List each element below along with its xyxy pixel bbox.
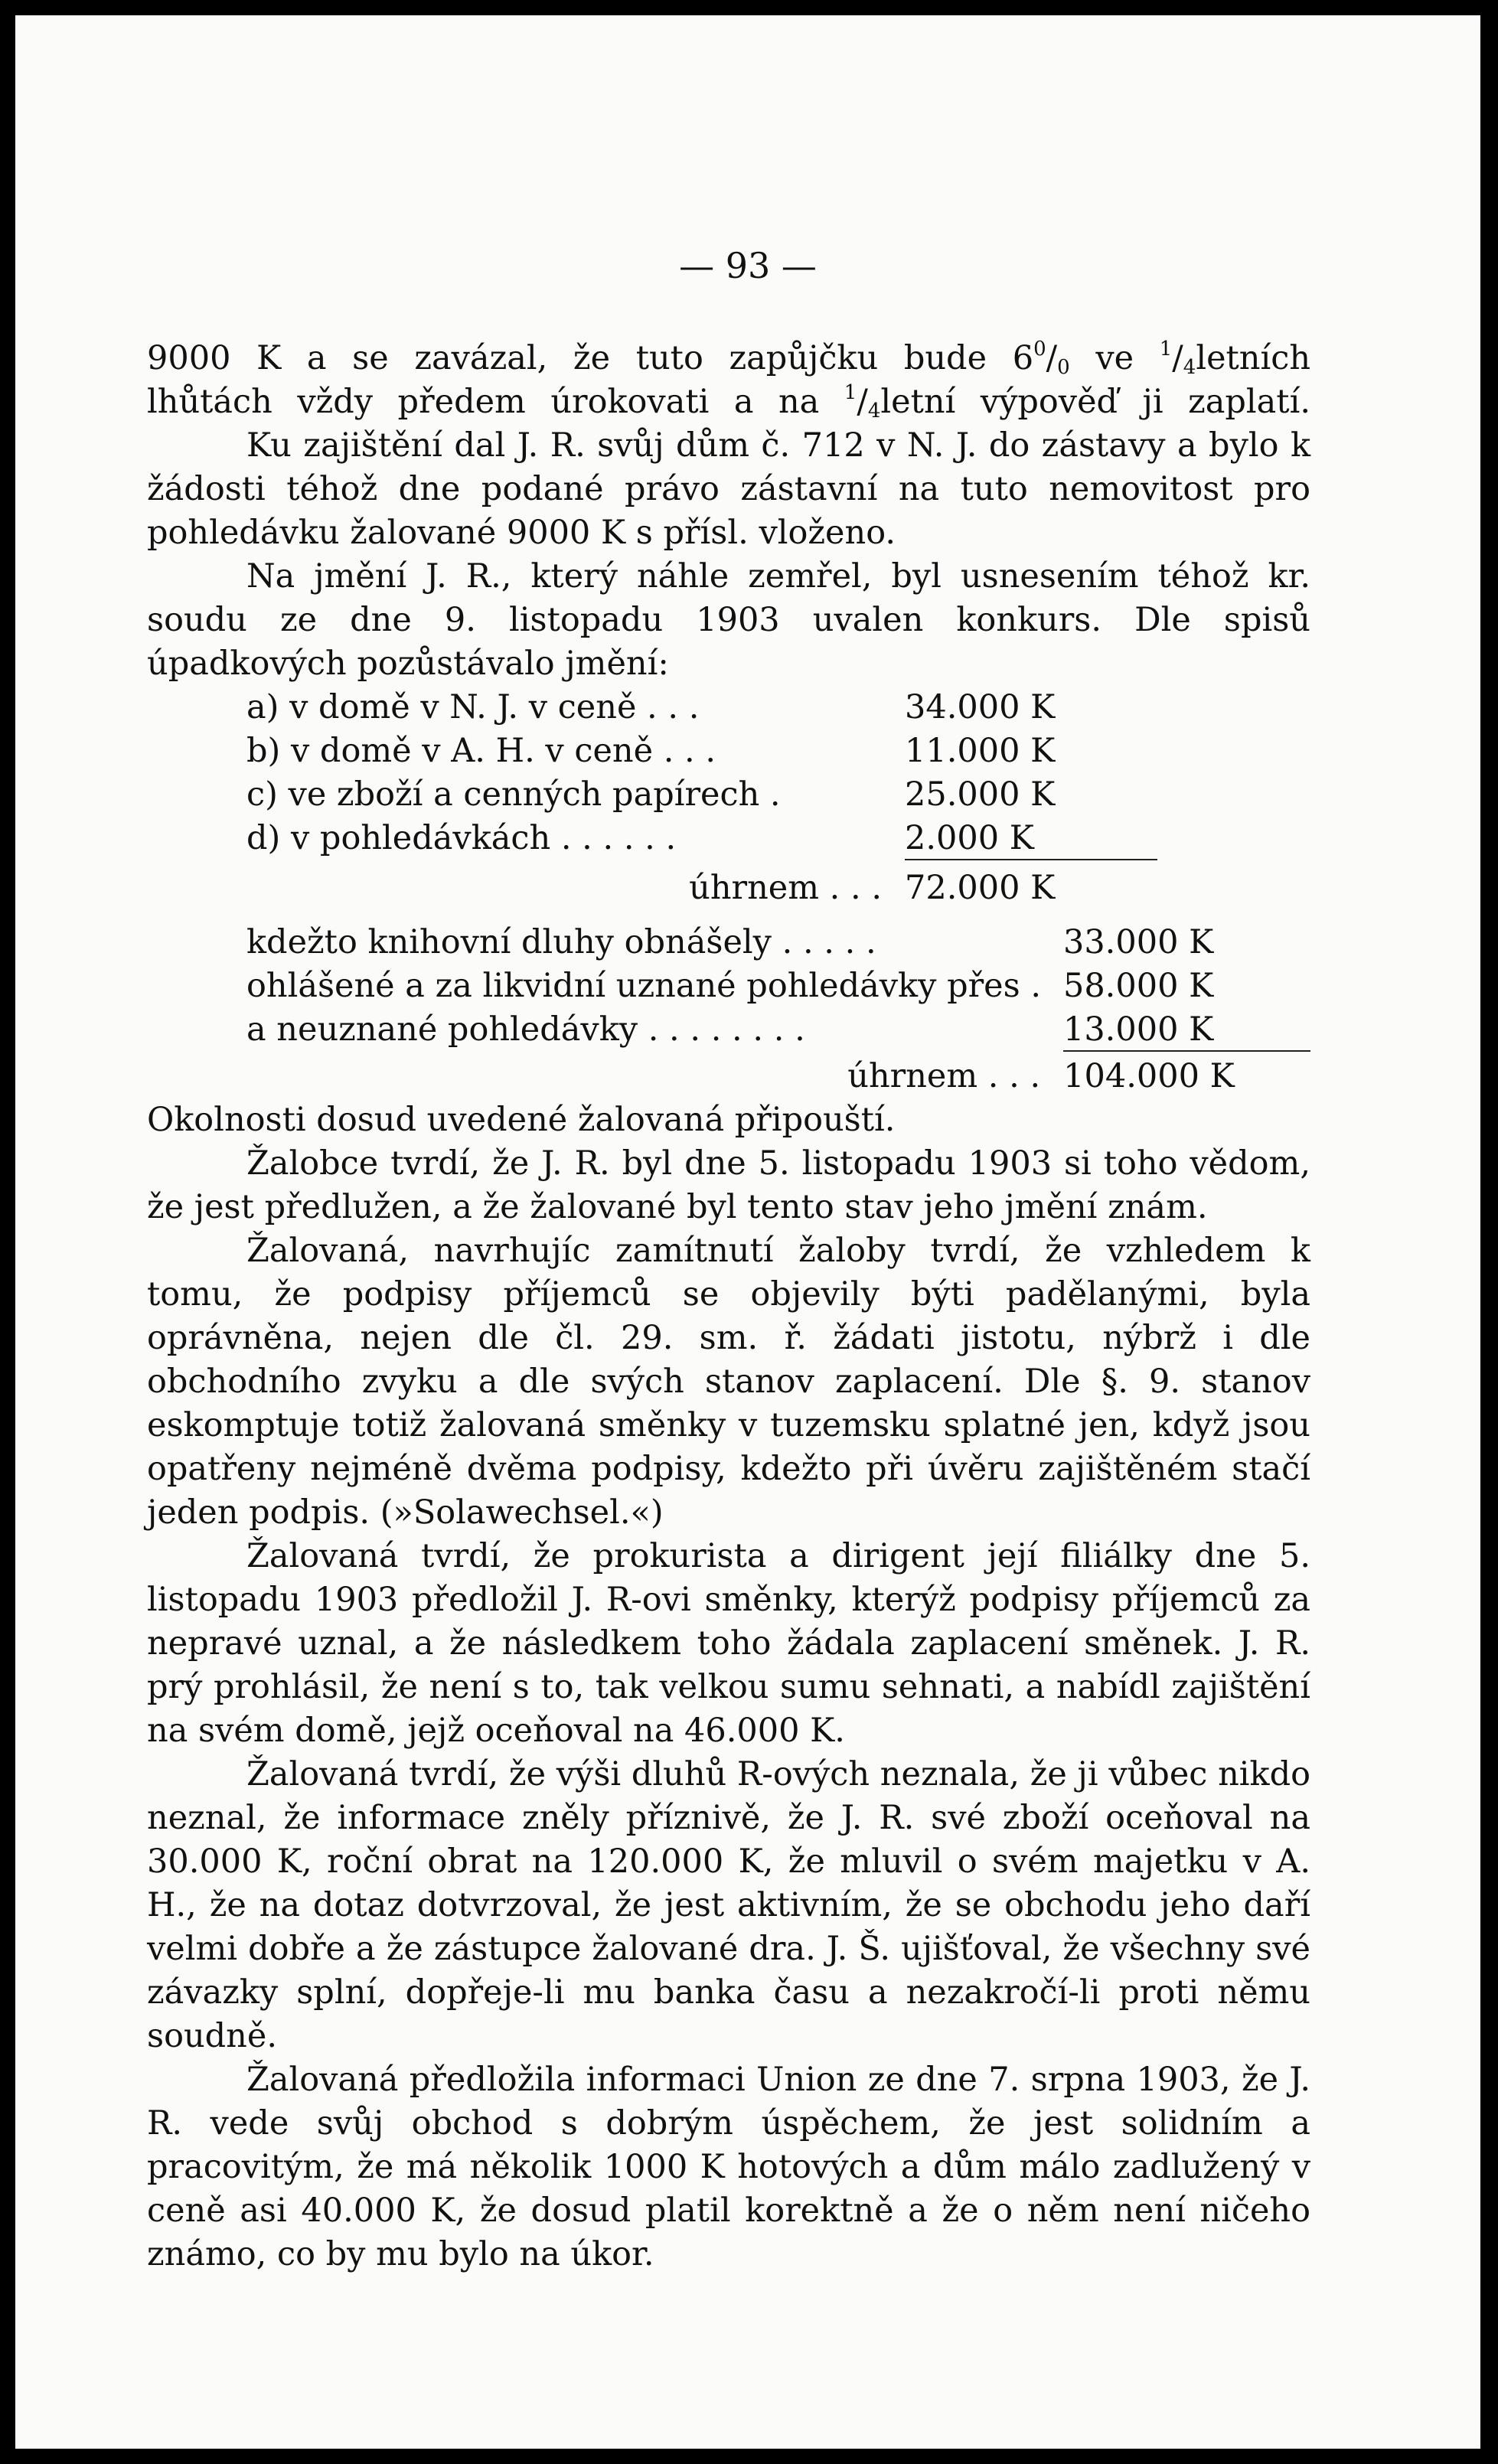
asset-row: d) v pohledávkách . . . . . . 2.000 K (246, 817, 1310, 860)
percent-sign: $^0/_0$ (1033, 338, 1070, 379)
book-page (15, 15, 1480, 2449)
paragraph-admitted: Okolnosti dosud uvedené žalovaná připouští. (147, 1101, 896, 1139)
paragraph-defendant-3: Žalovaná tvrdí, že výši dluhů R-ových neznala, že ji vůbec nikdo neznal, že informace zněly příznivě, že J. R. své zboží oceňoval na 30.000 K, roční obrat na 120.000 K, že mluvil o svém majetku v A. H., že na dotaz dotvrzoval, že jest aktivním, že se obchodu jeho daří velmi dobře a že zástupce žalované dra. J. Š. ujišťoval, že všechny své závazky splní, dopřeje-li mu banka času a nezakročí-li proti němu soudně. (147, 1755, 1310, 2055)
debt-row: kdežto knihovní dluhy obnášely . . . . . 33.000 K (246, 923, 1214, 961)
intro-line-1: 9000 K a se zavázal, že tuto zapůjčku bude $6^0/_0$ ve $^1/_4letních$ (147, 338, 1311, 379)
page-body (147, 337, 1310, 2276)
debt-row: a neuznané pohledávky . . . . . . . . 13.000 K (246, 1008, 1310, 1052)
paragraph-security: Ku zajištění dal J. R. svůj dům č. 712 v N. J. do zástavy a bylo k žádosti téhož dne podané právo zástavní na tuto nemovitost pro pohledávku žalované 9000 K s přísl. vloženo. (147, 426, 1310, 552)
paragraph-plaintiff: Žalobce tvrdí, že J. R. byl dne 5. listopadu 1903 si toho vědom, že jest předlužen, a že žalované byl tento stav jeho jmění znám. (147, 1144, 1310, 1226)
asset-row: a) v domě v N. J. v ceně . . . 34.000 K (246, 688, 1056, 726)
debts-table (246, 921, 1310, 1098)
asset-row: b) v domě v A. H. v ceně . . . 11.000 K (246, 732, 1056, 770)
paragraph-estate: Na jmění J. R., který náhle zemřel, byl usnesením téhož kr. soudu ze dne 9. listopadu 1903 uvalen konkurs. Dle spisů úpadkových pozůstávalo jmění: (147, 557, 1310, 683)
assets-table (246, 686, 1310, 910)
page-number: — 93 — (679, 245, 817, 286)
paragraph-defendant-4: Žalovaná předložila informaci Union ze dne 7. srpna 1903, že J. R. vede svůj obchod s dobrým úspěchem, že jest solidním a pracovitým, že má několik 1000 K hotových a dům málo zadlužený v ceně asi 40.000 K, že dosud platil korektně a že o něm není ničeho známo, co by mu bylo na úkor. (147, 2061, 1310, 2273)
assets-total-row: úhrnem . . . 72.000 K (689, 869, 1056, 907)
asset-row: c) ve zboží a cenných papírech . 25.000 K (246, 775, 1056, 814)
debt-row: ohlášené a za likvidní uznané pohledávky přes . 58.000 K (246, 967, 1214, 1005)
quarter-fraction: $^1/_4$ (1159, 338, 1196, 379)
intro-line-2: lhůtách vždy předem úrokovati a na $^1/_4letní$ výpověď ji zaplatí. (147, 381, 1310, 423)
quarter-fraction: $^1/_4$ (844, 381, 881, 423)
debts-total-row: úhrnem . . . 104.000 K (847, 1057, 1235, 1095)
paragraph-defendant-2: Žalovaná tvrdí, že prokurista a dirigent její filiálky dne 5. listopadu 1903 předložil J. R-ovi směnky, kterýž podpisy příjemců za nepravé uznal, a že následkem toho žádala zaplacení směnek. J. R. prý prohlásil, že není s to, tak velkou sumu sehnati, a nabídl zajištění na svém domě, jejž oceňoval na 46.000 K. (147, 1537, 1310, 1750)
paragraph-defendant-1: Žalovaná, navrhujíc zamítnutí žaloby tvrdí, že vzhledem k tomu, že podpisy příjemců se objevily býti padělanými, byla oprávněna, nejen dle čl. 29. sm. ř. žádati jistotu, nýbrž i dle obchodního zvyku a dle svých stanov zaplacení. Dle §. 9. stanov eskomptuje totiž žalovaná směnky v tuzemsku splatné jen, když jsou opatřeny nejméně dvěma podpisy, kdežto při úvěru zajištěném stačí jeden podpis. (»Solawechsel.«) (147, 1232, 1310, 1532)
